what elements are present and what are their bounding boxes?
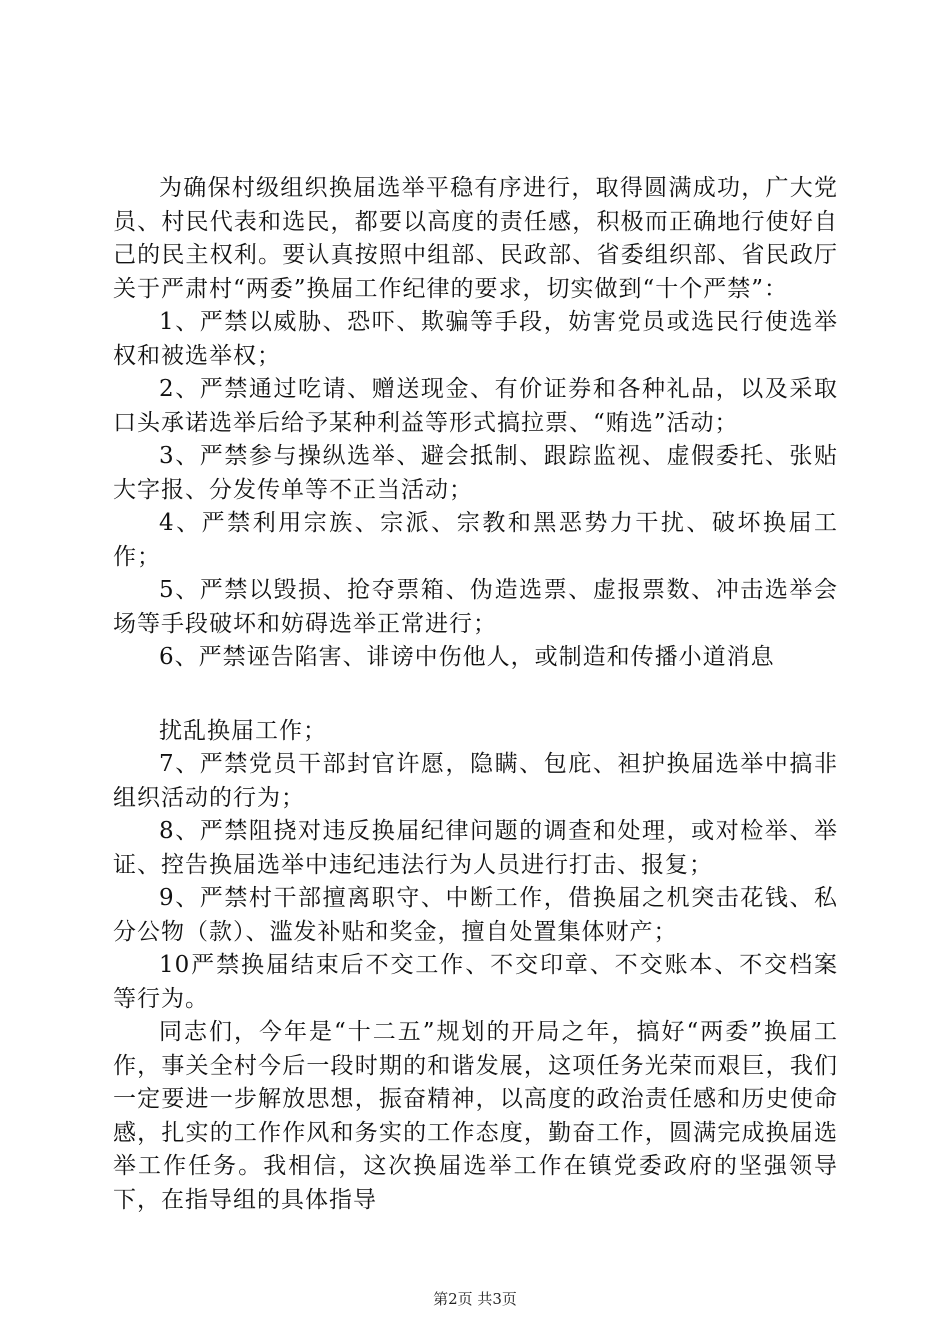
- rule-2-paragraph: 2、严禁通过吃请、赠送现金、有价证券和各种礼品，以及采取口头承诺选举后给予某种利益等形式搞拉票、“贿选”活动；: [113, 376, 838, 436]
- rule-6-continuation: 扰乱换届工作；: [159, 717, 327, 744]
- rule-7-paragraph: 7、严禁党员干部封官许愿，隐瞒、包庇、袒护换届选举中搞非组织活动的行为；: [113, 751, 838, 811]
- rule-10-paragraph: 10严禁换届结束后不交工作、不交印章、不交账本、不交档案等行为。: [113, 952, 838, 1012]
- rule-3-paragraph: 3、严禁参与操纵选举、避会抵制、跟踪监视、虚假委托、张贴大字报、分发传单等不正当活动；: [113, 443, 838, 503]
- page-number-footer: 第2页 共3页: [433, 1290, 517, 1308]
- document-body: [113, 172, 838, 1217]
- rule-5-paragraph: 5、严禁以毁损、抢夺票箱、伪造选票、虚报票数、冲击选举会场等手段破坏和妨碍选举正常进行；: [113, 577, 838, 637]
- rule-1-paragraph: 1、严禁以威胁、恐吓、欺骗等手段，妨害党员或选民行使选举权和被选举权；: [113, 309, 838, 369]
- rule-6-paragraph: 6、严禁诬告陷害、诽谤中伤他人，或制造和传播小道消息: [159, 644, 775, 670]
- closing-paragraph: 同志们，今年是“十二五”规划的开局之年，搞好“两委”换届工作，事关全村今后一段时期的和谐发展，这项任务光荣而艰巨，我们一定要进一步解放思想，振奋精神，以高度的政治责任感和历史使命感，扎实的工作作风和务实的工作态度，勤奋工作，圆满完成换届选举工作任务。我相信，这次换届选举工作在镇党委政府的坚强领导下，在指导组的具体指导: [113, 1019, 838, 1213]
- rule-9-paragraph: 9、严禁村干部擅离职守、中断工作，借换届之机突击花钱、私分公物（款）、滥发补贴和奖金，擅自处置集体财产；: [113, 885, 838, 945]
- rule-8-paragraph: 8、严禁阻挠对违反换届纪律问题的调查和处理，或对检举、举证、控告换届选举中违纪违法行为人员进行打击、报复；: [113, 818, 838, 878]
- intro-paragraph: 为确保村级组织换届选举平稳有序进行，取得圆满成功，广大党员、村民代表和选民，都要以高度的责任感，积极而正确地行使好自己的民主权利。要认真按照中组部、民政部、省委组织部、省民政厅关于严肃村“两委”换届工作纪律的要求，切实做到“十个严禁”：: [113, 175, 838, 302]
- rule-4-paragraph: 4、严禁利用宗族、宗派、宗教和黑恶势力干扰、破坏换届工作；: [113, 510, 838, 570]
